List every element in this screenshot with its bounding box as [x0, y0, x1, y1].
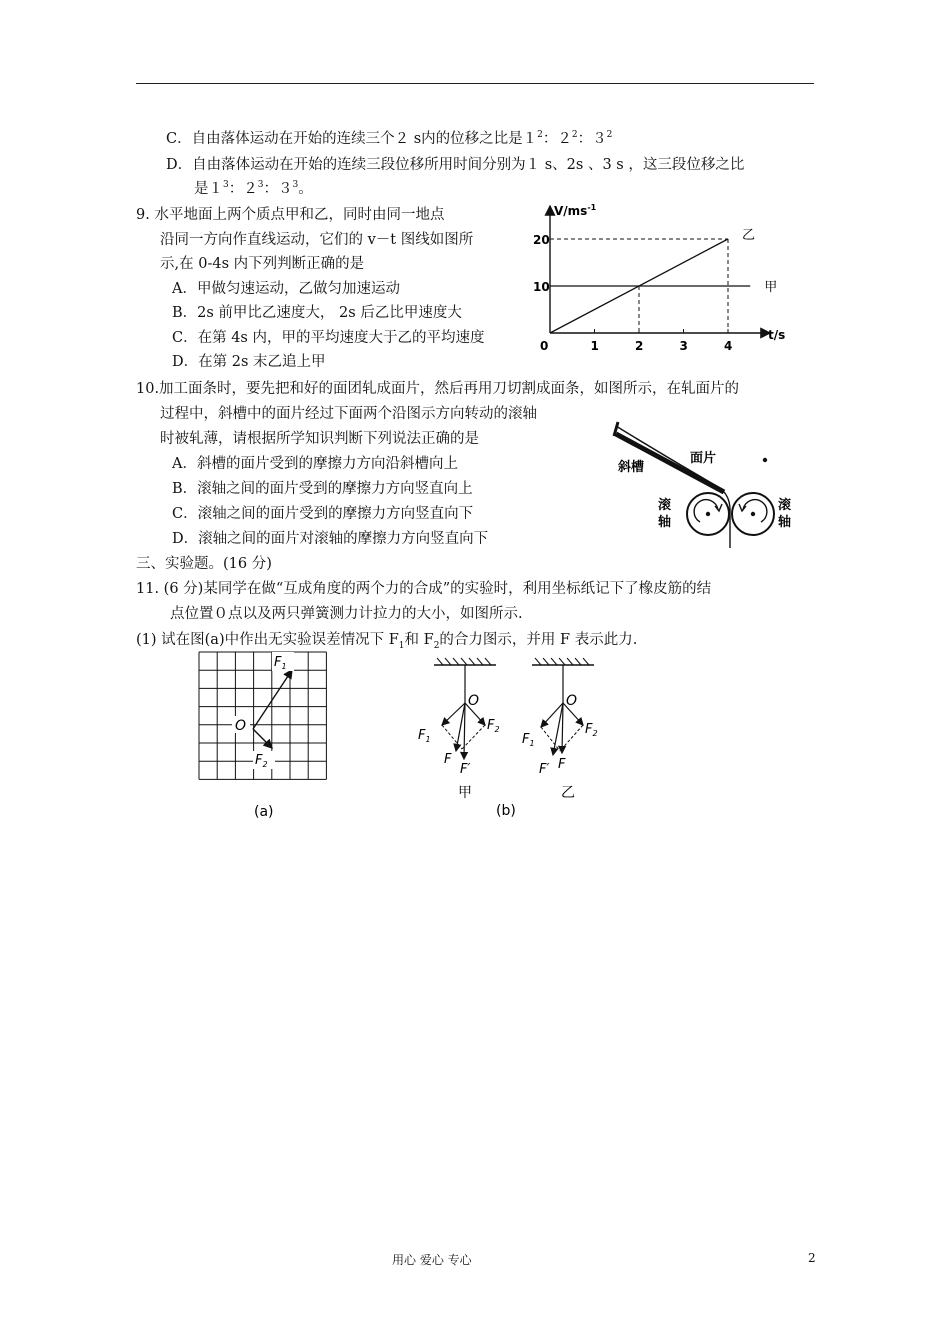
x-tick-label: 0	[540, 339, 549, 353]
q8-option-c: C．自由落体运动在开始的连续三个２ s内的位移之比是$1^2$：$2^2$：$3^2$	[166, 130, 613, 147]
f2-label: $F_2$	[255, 753, 268, 769]
x-tick-label: 1	[590, 339, 599, 353]
q9-stem-line3: 示,在 0-4s 内下列判断正确的是	[160, 256, 365, 272]
section-heading: 三、实验题。(16 分)	[136, 556, 272, 572]
jia-f-prime-label: F′	[460, 762, 471, 777]
right-roller-rotation-arrow	[743, 500, 767, 522]
q11-stem-line2: 点位置０点以及两只弹簧测力计拉力的大小，如图所示.	[170, 606, 523, 622]
series-label: 甲	[764, 280, 778, 295]
q11-stem-line1: 11. (6 分)某同学在做“互成角度的两个力的合成”的实验时，利用坐标纸记下了橡皮筋的结	[136, 581, 712, 597]
footer-slogan: 用心 爱心 专心	[392, 1253, 472, 1267]
yi-f2-label: $F_2$	[585, 722, 598, 738]
x-axis-label: t/s	[768, 328, 786, 342]
q9-option-a: A．甲做匀速运动，乙做匀加速运动	[172, 281, 400, 297]
yi-f-label: F	[558, 757, 566, 772]
header-rule	[136, 83, 814, 84]
q11-part1: (1) 试在图(a)中作出无实验误差情况下 $F_1$和 $F_2$的合力图示，并用 F 表示此力.	[136, 632, 638, 651]
figure-a-caption: (a)	[254, 804, 274, 820]
jia-caption: 甲	[458, 785, 472, 801]
yi-f-prime-label: F′	[539, 762, 550, 777]
right-roller-label-2: 轴	[778, 515, 792, 530]
x-tick-label: 3	[679, 339, 688, 353]
figure-a	[196, 648, 336, 824]
q10-option-a: A．斜槽的面片受到的摩擦力方向沿斜槽向上	[172, 456, 458, 472]
q9-stem-line2: 沿同一方向作直线运动，它们的 v－t 图线如图所	[160, 232, 474, 248]
q9-stem-line1: 9. 水平地面上两个质点甲和乙，同时由同一地点	[136, 207, 445, 223]
left-roller-rotation-arrow	[694, 500, 718, 522]
q8-option-d-line1: D．自由落体运动在开始的连续三段位移所用时间分别为１ s、2s 、3 s ，这三段位移之比	[166, 157, 745, 173]
left-roller-label-2: 轴	[658, 515, 672, 530]
q9-option-b: B．2s 前甲比乙速度大， 2s 后乙比甲速度大	[172, 305, 462, 321]
diagram-jia	[418, 658, 500, 801]
series-label: 乙	[742, 228, 756, 243]
q10-stem-line3: 时被轧薄，请根据所学知识判断下列说法正确的是	[160, 431, 479, 447]
q10-option-d: D．滚轴之间的面片对滚轴的摩擦力方向竖直向下	[172, 531, 489, 547]
jia-f1-label: $F_1$	[418, 728, 431, 744]
jia-o-label: O	[468, 693, 480, 709]
chute-label: 斜槽	[618, 460, 645, 475]
y-tick-label: 20	[533, 233, 550, 247]
dot-mark	[763, 458, 767, 462]
force-f1-arrow	[253, 670, 292, 729]
diagram-yi	[522, 658, 598, 801]
point-o-label: O	[235, 718, 247, 734]
q10-option-c: C．滚轴之间的面片受到的摩擦力方向竖直向下	[172, 506, 474, 522]
force-f2-arrow	[253, 729, 272, 748]
page-number: 2	[808, 1251, 816, 1265]
yi-f1-label: $F_1$	[522, 732, 535, 748]
q10-stem-line1: 10.加工面条时，要先把和好的面团轧成面片，然后再用刀切割成面条，如图所示，在轧面片的	[136, 381, 740, 397]
f1-label: $F_1$	[274, 655, 287, 671]
q10-option-b: B．滚轴之间的面片受到的摩擦力方向竖直向上	[172, 481, 473, 497]
left-roller-label-1: 滚	[658, 498, 672, 513]
y-axis-label: $V/ms^{-1}$	[554, 203, 597, 218]
yi-caption: 乙	[561, 785, 575, 801]
vt-chart	[530, 198, 800, 360]
right-roller-label-1: 滚	[778, 498, 792, 513]
roller-diagram	[608, 418, 808, 550]
x-tick-label: 2	[635, 339, 644, 353]
jia-f2-label: $F_2$	[487, 718, 500, 734]
q9-option-c: C．在第 4s 内，甲的平均速度大于乙的平均速度	[172, 330, 485, 346]
y-tick-label: 10	[533, 280, 550, 294]
jia-f-label: F	[444, 752, 452, 767]
sheet-label: 面片	[690, 451, 717, 466]
q9-option-d: D．在第 2s 末乙追上甲	[172, 354, 326, 370]
q8-option-d-line2: 是$1^3$：$2^3$：$3^3$。	[194, 180, 313, 197]
figure-b-caption: (b)	[496, 803, 516, 819]
figure-b	[410, 655, 620, 827]
yi-o-label: O	[566, 693, 578, 709]
q10-stem-line2: 过程中，斜槽中的面片经过下面两个沿图示方向转动的滚轴	[160, 406, 537, 422]
x-tick-label: 4	[724, 339, 733, 353]
